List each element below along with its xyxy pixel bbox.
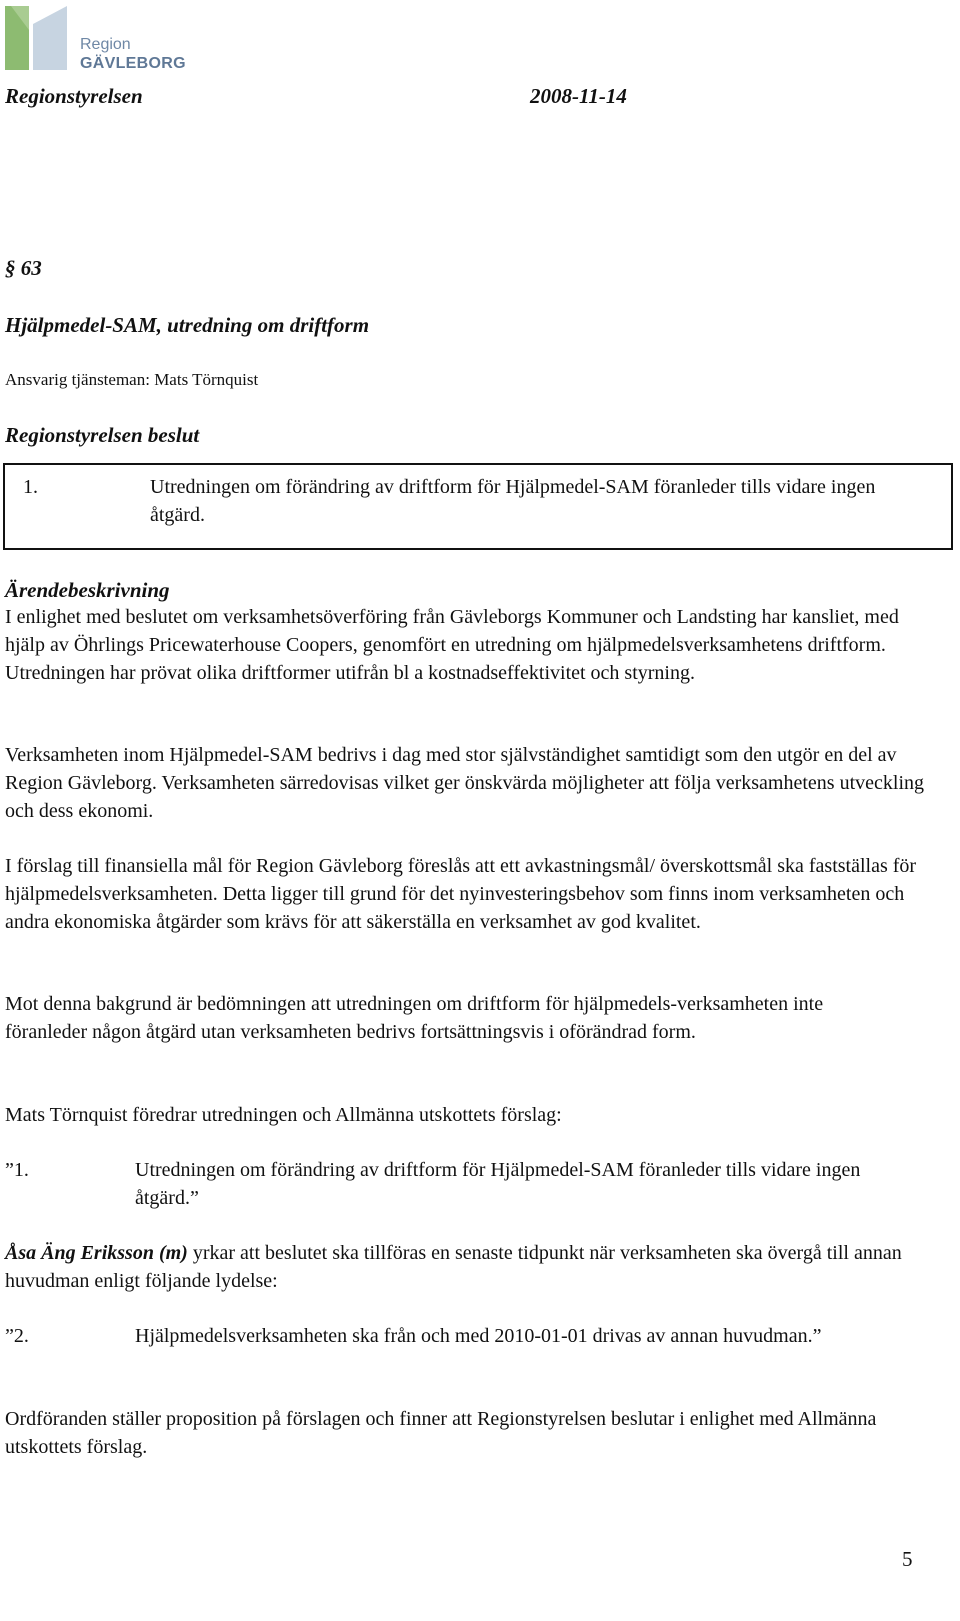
conclusion-paragraph: Ordföranden ställer proposition på förslagen och finner att Regionstyrelsen beslutar i enlighet med Allmänna utskottets förslag.: [5, 1408, 877, 1458]
motion-paragraph: [5, 1239, 935, 1295]
proposal-1-text: Utredningen om förändring av driftform för Hjälpmedel-SAM föranleder tills vidare ingen åtgärd.”: [135, 1159, 861, 1209]
page-number: 5: [902, 1547, 913, 1571]
paragraph-3: I förslag till finansiella mål för Region Gävleborg föreslås att ett avkastningsmål/ överskottsmål ska fastställas för hjälpmedelsverksamheten. Detta ligger till grund för det nyinvesteringsbehov som finns inom verksamheten och andra ekonomiska åtgärder som krävs för att säkerställa en verksamhet av god kvalitet.: [5, 855, 917, 933]
decision-text: Utredningen om förändring av driftform för Hjälpmedel-SAM föranleder tills vidare ingen åtgärd.: [150, 476, 876, 526]
proposal-1-number: ”1.: [5, 1159, 29, 1181]
paragraph-4: Mot denna bakgrund är bedömningen att utredningen om driftform för hjälpmedels-verksamheten inte föranleder någon åtgärd utan verksamheten bedrivs fortsättningsvis i oförändrad form.: [5, 993, 824, 1043]
logo-text-gavleborg: GÄVLEBORG: [80, 55, 186, 72]
paragraph-number: § 63: [5, 256, 42, 280]
section-title: Hjälpmedel-SAM, utredning om driftform: [5, 313, 370, 337]
motion-speaker: Åsa Äng Eriksson (m): [5, 1242, 188, 1264]
paragraph-5: Mats Törnquist föredrar utredningen och Allmänna utskottets förslag:: [5, 1104, 562, 1126]
proposal-2-text: Hjälpmedelsverksamheten ska från och med 2010-01-01 drivas av annan huvudman.”: [135, 1325, 822, 1347]
paragraph-1: I enlighet med beslutet om verksamhetsöverföring från Gävleborgs Kommuner och Landsting har kansliet, med hjälp av Öhrlings Pricewaterhouse Coopers, genomfört en utredning om hjälpmedelsverksamhetens driftform. Utredningen har prövat olika driftformer utifrån bl a kostnadseffektivitet och styrning.: [5, 606, 899, 684]
decision-box: [3, 463, 953, 550]
header-date: 2008-11-14: [530, 84, 627, 108]
region-gavleborg-logo: [5, 6, 186, 72]
proposal-2-number: ”2.: [5, 1325, 29, 1347]
logo-text-region: Region: [80, 36, 131, 53]
decision-number: 1.: [23, 476, 38, 498]
motion-text: yrkar att beslutet ska tillföras en senaste tidpunkt när verksamheten ska övergå till annan huvudman enligt följande lydelse:: [5, 1242, 902, 1292]
logo-mark-icon: [5, 6, 75, 70]
description-heading: Ärendebeskrivning: [5, 578, 170, 602]
responsible-official: Ansvarig tjänsteman: Mats Törnquist: [5, 370, 259, 389]
header-organization: Regionstyrelsen: [5, 84, 143, 108]
decision-heading: Regionstyrelsen beslut: [5, 423, 200, 447]
paragraph-2: Verksamheten inom Hjälpmedel-SAM bedrivs i dag med stor självständighet samtidigt som den utgör en del av Region Gävleborg. Verksamheten särredovisas vilket ger önskvärda möjligheter att följa verksamhetens utveckling och dess ekonomi.: [5, 744, 925, 822]
